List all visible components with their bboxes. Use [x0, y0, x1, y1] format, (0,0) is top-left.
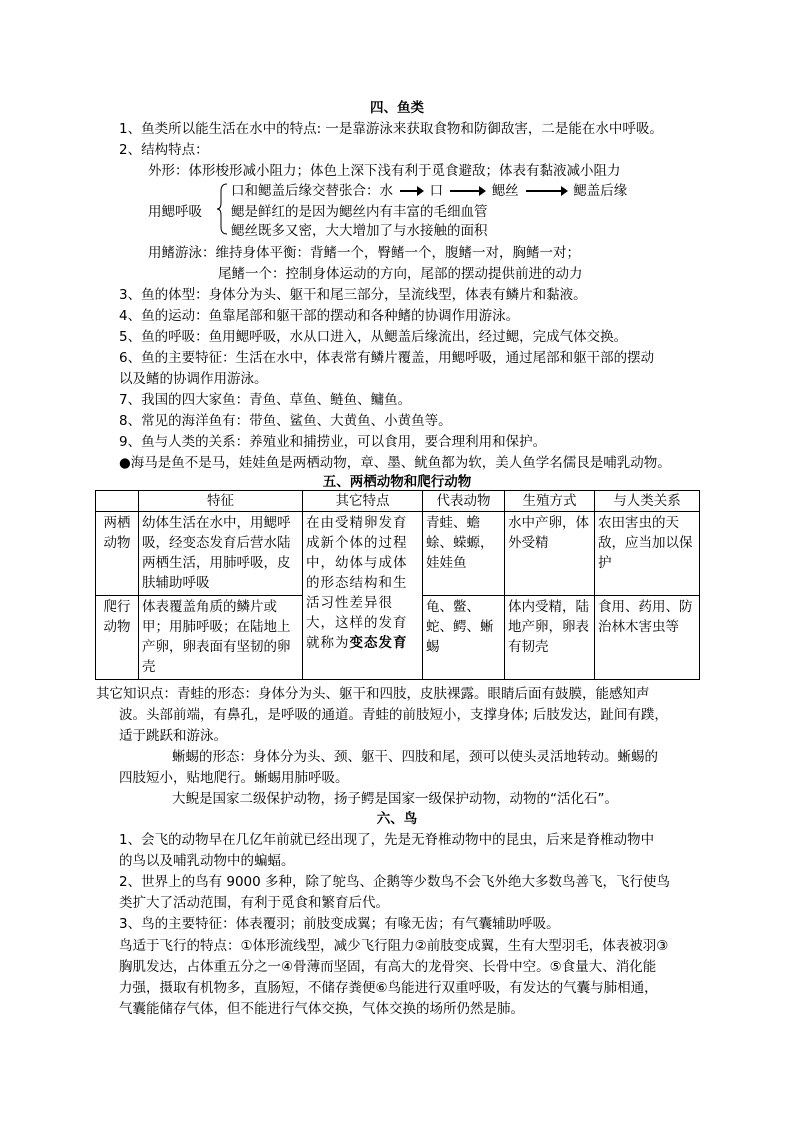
- extra-line-5: 四肢短小，贴地爬行。蜥蜴用肺呼吸。: [119, 770, 349, 786]
- fin-line-2: 尾鳍一个：控制身体运动的方向，尾部的摆动提供前进的动力: [218, 266, 583, 282]
- gill-flow-step2: 鳃丝: [491, 183, 519, 199]
- fish-paragraph-1: 1、鱼类所以能生活在水中的特点: 一是靠游泳来获取食物和防御敌害，二是能在水中呼吸。: [119, 121, 663, 137]
- section6-title: 六、鸟: [376, 811, 418, 827]
- amphibian-examples: 青蛙、蟾蜍、蝾螈，娃娃鱼: [423, 512, 505, 596]
- section4-title: 四、鱼类: [370, 100, 424, 116]
- extra-line-2: 波。头部前端，有鼻孔，是呼吸的通道。青蛙的前肢短小，支撑身体; 后肢发达，趾间有蹼，: [119, 707, 668, 723]
- arrow-right-icon: [450, 190, 484, 192]
- fish-paragraph-6a: 6、鱼的主要特征：生活在水中，体表常有鳞片覆盖，用鳃呼吸，通过尾部和躯干部的摆动: [119, 350, 655, 366]
- amphibian-feature: 幼体生活在水中，用鳃呼吸，经变态发育后营水陆两栖生活，用肺呼吸，皮肤辅助呼吸: [139, 512, 303, 596]
- extra-line-3: 适于跳跃和游泳。: [119, 728, 227, 744]
- gill-flow-line: [231, 182, 627, 200]
- fish-paragraph-7: 7、我国的四大家鱼：青鱼、草鱼、鲢鱼、鳙鱼。: [119, 392, 412, 408]
- extra-line-4: 蜥蜴的形态：身体分为头、颈、躯干、四肢和尾，颈可以使头灵活地转动。蜥蜴的: [172, 749, 658, 765]
- fish-paragraph-6b: 以及鳍的协调作用游泳。: [119, 371, 268, 387]
- arrow-right-icon: [400, 190, 422, 192]
- gill-line-2: 鳃是鲜红的是因为鳃丝内有丰富的毛细血管: [231, 204, 488, 220]
- fish-paragraph-2: 2、结构特点：: [119, 142, 209, 158]
- bird-paragraph-4d: 气囊能储存气体，但不能进行气体交换，气体交换的场所仍然是肺。: [119, 1001, 524, 1017]
- development-note-bold: 变态发育: [349, 635, 408, 651]
- bird-paragraph-2a: 2、世界上的鸟有 9000 多种，除了鸵鸟、企鹅等少数鸟不会飞外绝大多数鸟善飞，飞行使鸟: [119, 874, 671, 890]
- gill-breathing-label: 用鳃呼吸: [148, 204, 202, 220]
- bird-paragraph-1a: 1、会飞的动物早在几亿年前就已经出现了，先是无脊椎动物中的昆虫，后来是脊椎动物中: [119, 832, 655, 848]
- amphibian-reptile-table: [95, 490, 700, 680]
- bird-paragraph-2b: 类扩大了活动范围，有利于觅食和繁育后代。: [119, 895, 389, 911]
- reptile-examples: 龟、鳖、蛇、鳄、蜥蜴: [423, 596, 505, 680]
- fish-paragraph-9: 9、鱼与人类的关系：养殖业和捕捞业，可以食用，要合理利用和保护。: [119, 434, 547, 450]
- fish-paragraph-8: 8、常见的海洋鱼有：带鱼、鲨鱼、大黄鱼、小黄鱼等。: [119, 413, 452, 429]
- development-note-text: 在由受精卵发育成新个体的过程中，幼体与成体的形态结构和生活习性差异很大，这样的发育就称为: [306, 515, 408, 651]
- extra-line-1: 其它知识点：青蛙的形态：身体分为头、躯干和四肢，皮肤裸露。眼睛后面有鼓膜，能感知声: [96, 686, 650, 702]
- fin-line-1: 用鳍游泳：维持身体平衡：背鳍一个，臀鳍一个，腹鳍一对，胸鳍一对；: [148, 245, 580, 261]
- gill-flow-prefix: 口和鳃盖后缘交替张合：水: [231, 183, 393, 199]
- amphibian-relation: 农田害虫的天敌，应当加以保护: [595, 512, 700, 596]
- row-name-reptile: 爬行动物: [96, 596, 139, 680]
- fish-paragraph-5: 5、鱼的呼吸：鱼用鳃呼吸，水从口进入，从鳃盖后缘流出，经过鳃，完成气体交换。: [119, 329, 628, 345]
- amphibian-reproduction: 水中产卵，体外受精: [505, 512, 595, 596]
- development-note: [303, 512, 423, 680]
- table-header-cell: 与人类关系: [595, 491, 700, 512]
- brace-icon: [216, 183, 228, 235]
- fish-paragraph-4: 4、鱼的运动：鱼靠尾部和躯干部的摆动和各种鳍的协调作用游泳。: [119, 308, 520, 324]
- bird-paragraph-1b: 的鸟以及哺乳动物中的蝙蝠。: [119, 853, 295, 869]
- table-header-cell: 生殖方式: [505, 491, 595, 512]
- table-header-row: [96, 491, 700, 512]
- reptile-reproduction: 体内受精，陆地产卵，卵表有韧壳: [505, 596, 595, 680]
- gill-flow-step3: 鳃盖后缘: [573, 183, 628, 199]
- bird-paragraph-4a: 鸟适于飞行的特点：①体形流线型，减少飞行阻力②前肢变成翼，生有大型羽毛，体表被羽③: [119, 938, 669, 954]
- table-header-cell: [96, 491, 139, 512]
- reptile-relation: 食用、药用、防治林木害虫等: [595, 596, 700, 680]
- bird-paragraph-3: 3、鸟的主要特征：体表覆羽；前肢变成翼；有喙无齿；有气囊辅助呼吸。: [119, 916, 560, 932]
- table-header-cell: 特征: [139, 491, 303, 512]
- fish-shape-line: 外形：体形梭形减小阻力；体色上深下浅有利于觅食避敌；体表有黏液减小阻力: [148, 163, 621, 179]
- arrow-right-icon: [526, 190, 566, 192]
- extra-line-6: 大鲵是国家二级保护动物，扬子鳄是国家一级保护动物，动物的“活化石”。: [172, 791, 618, 807]
- fish-paragraph-3: 3、鱼的体型：身体分为头、躯干和尾三部分，呈流线型，体表有鳞片和黏液。: [119, 287, 587, 303]
- gill-flow-step1: 口: [429, 183, 444, 199]
- bird-paragraph-4c: 力强，摄取有机物多，直肠短，不储存粪便⑥鸟能进行双重呼吸，有发达的气囊与肺相通，: [119, 980, 658, 996]
- table-header-cell: 其它特点: [303, 491, 423, 512]
- row-name-amphibian: 两栖动物: [96, 512, 139, 596]
- table-row: [96, 512, 700, 596]
- reptile-feature: 体表覆盖角质的鳞片或甲；用肺呼吸；在陆地上产卵，卵表面有坚韧的卵壳: [139, 596, 303, 680]
- section5-title: 五、两栖动物和爬行动物: [322, 474, 472, 490]
- bird-paragraph-4b: 胸肌发达，占体重五分之一④骨薄而坚固，有高大的龙骨突、长骨中空。⑤食量大、消化能: [119, 959, 657, 975]
- table-header-cell: 代表动物: [423, 491, 505, 512]
- fish-note: ●海马是鱼不是马，娃娃鱼是两栖动物，章、墨、鱿鱼都为软，美人鱼学名儒艮是哺乳动物。: [119, 455, 671, 471]
- gill-line-3: 鳃丝既多又密，大大增加了与水接触的面积: [231, 223, 488, 239]
